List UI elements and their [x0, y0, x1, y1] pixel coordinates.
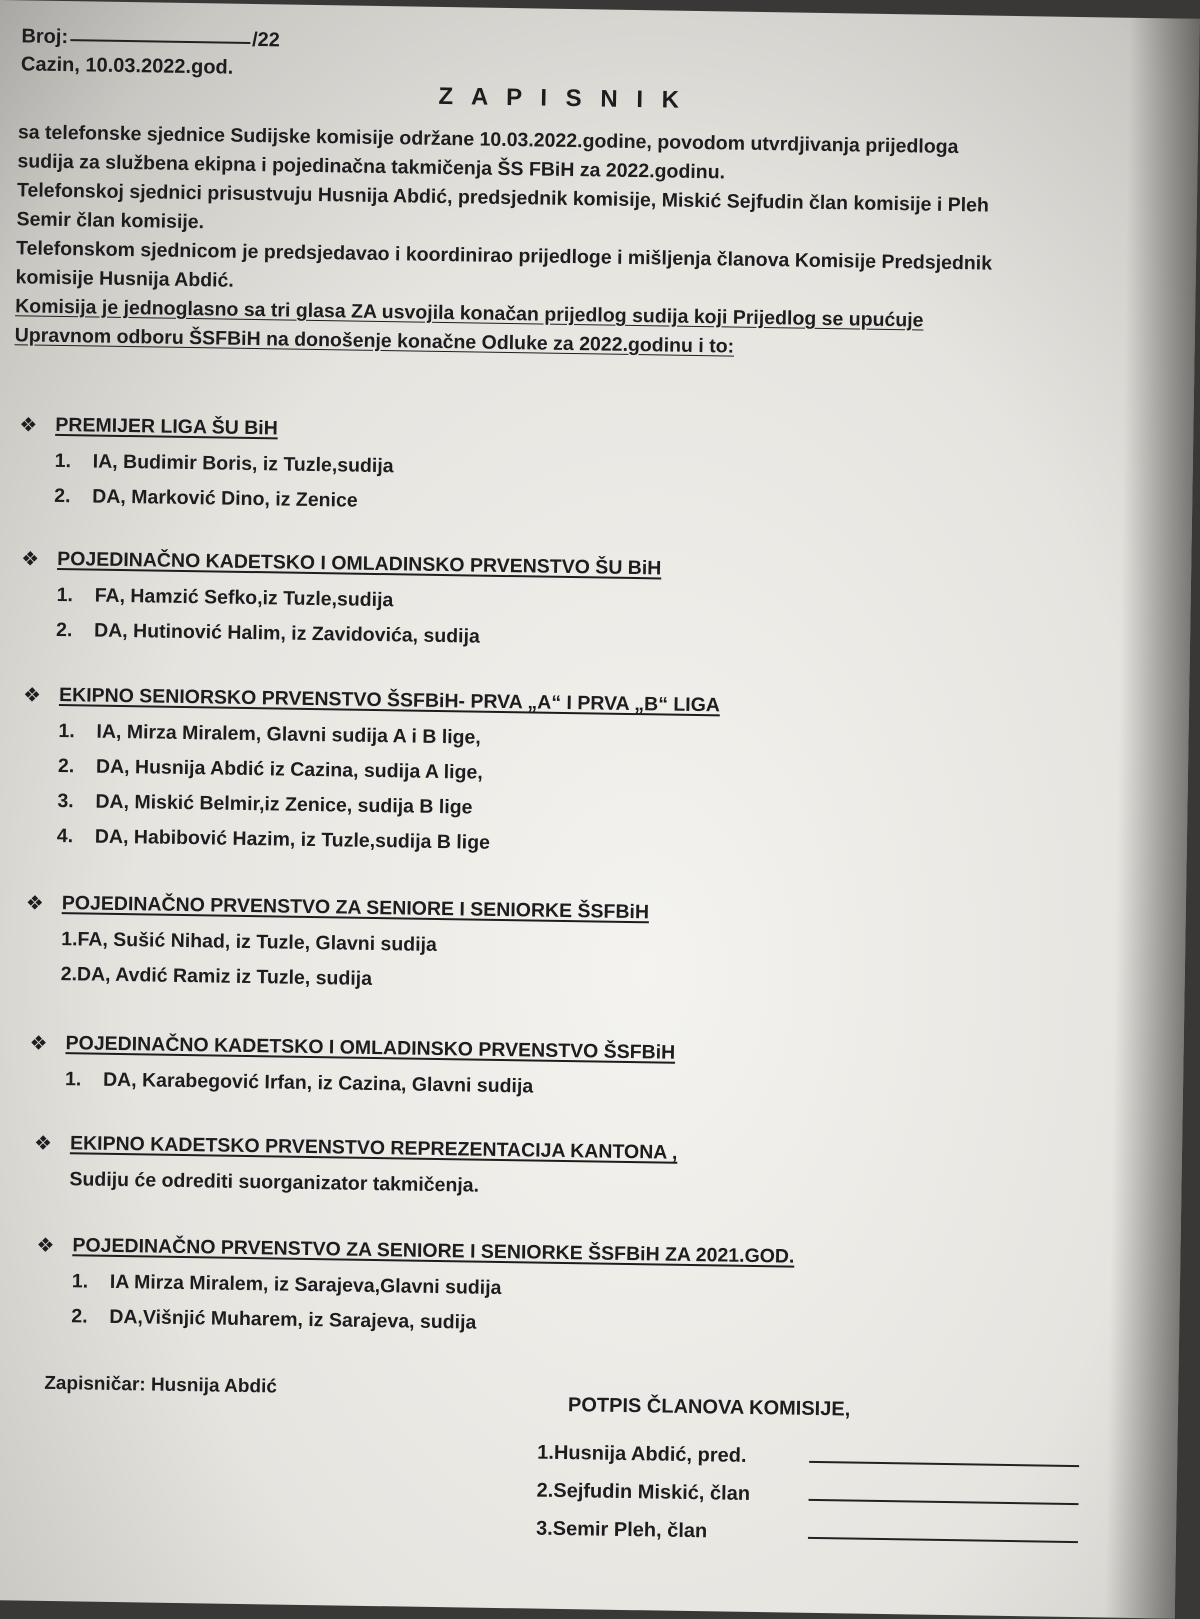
- signature-line: [808, 1537, 1078, 1543]
- signature-member-name: 2.Sejfudin Miskić, član: [536, 1479, 751, 1505]
- diamond-bullet-icon: ❖: [22, 684, 42, 707]
- section-title: EKIPNO SENIORSKO PRVENSTVO ŠSFBiH- PRVA „A“ I PRVA „B“ LIGA: [58, 684, 721, 717]
- section-title: PREMIJER LIGA ŠU BiH: [55, 413, 278, 440]
- section-title: POJEDINAČNO KADETSKO I OMLADINSKO PRVENSTVO ŠU BiH: [57, 547, 662, 580]
- page-edge-shadow: [1105, 18, 1200, 1619]
- broj-blank-line: [70, 39, 250, 44]
- section-premijer-liga: [18, 412, 394, 519]
- recorder-name: Zapisničar: Husnija Abdić: [44, 1372, 278, 1398]
- referee-list: [21, 713, 720, 864]
- list-item: 1. IA Mirza Miralem, iz Sarajeva,Glavni sudija: [71, 1270, 502, 1300]
- section-title: EKIPNO KADETSKO PRVENSTVO REPREZENTACIJA KANTONA ,: [69, 1132, 678, 1164]
- broj-row: [21, 22, 280, 54]
- referee-list: [24, 922, 648, 1002]
- diamond-bullet-icon: ❖: [25, 892, 44, 915]
- signature-row: [536, 1503, 1079, 1550]
- signature-line: [809, 1461, 1079, 1467]
- section-kadetsko-su-bih: [20, 546, 662, 657]
- section-pojedinacno-2021: [35, 1233, 795, 1346]
- signature-member-name: 3.Semir Pleh, član: [535, 1517, 708, 1543]
- referee-list: [29, 1062, 675, 1107]
- list-item: 4. DA, Habibović Hazim, iz Tuzle,sudija B lige: [56, 824, 491, 854]
- section-title: POJEDINAČNO PRVENSTVO ZA SENIORE I SENIORKE ŠSFBiH: [61, 892, 650, 924]
- document-header: [21, 22, 280, 82]
- section-title: POJEDINAČNO KADETSKO I OMLADINSKO PRVENSTVO ŠSFBiH: [65, 1032, 676, 1064]
- signature-member-name: 1.Husnija Abdić, pred.: [537, 1441, 747, 1467]
- list-item: 1. FA, Hamzić Sefko,iz Tuzle,sudija: [56, 583, 394, 612]
- intro-paragraph-3: Telefonskom sjednicom je predsjedavao i koordinirao prijedloge i mišljenja članova Komisije Predsjednik komisije Husnija Abdić.: [15, 237, 993, 292]
- intro-paragraph-1: sa telefonske sjednice Sudijske komisije održane 10.03.2022.godine, povodom utvrdjivanja prijedloga sudija za službena ekipna i pojedinačna takmičenja ŠS FBiH za 2022.godinu.: [17, 121, 959, 184]
- broj-suffix: /22: [251, 28, 281, 52]
- referee-list: [20, 577, 661, 657]
- intro-paragraph-4: Komisija je jednoglasno sa tri glasa ZA usvojila konačan prijedlog sudija koji Prijedlog se upućuje Upravnom odboru ŠSFBiH na donošenje konačne Odluke za 2022.godinu i to:: [14, 295, 924, 358]
- signature-block: [536, 1394, 1080, 1549]
- diamond-bullet-icon: ❖: [21, 548, 40, 571]
- section-ekipno-seniorsko: [21, 682, 721, 864]
- list-item: 1. DA, Karabegović Irfan, iz Cazina, Glavni sudija: [64, 1068, 534, 1098]
- section-note: Sudiju će odrediti suorganizator takmičenja.: [69, 1168, 480, 1197]
- list-item: 3. DA, Miskić Belmir,iz Zenice, sudija B lige: [57, 790, 473, 819]
- list-item: 1. IA, Mirza Miralem, Glavni sudija A i B lige,: [58, 720, 481, 749]
- diamond-bullet-icon: ❖: [19, 414, 38, 437]
- section-ekipno-kadetsko: [33, 1131, 677, 1206]
- list-item: 2. DA, Marković Dino, iz Zenice: [54, 484, 358, 512]
- diamond-bullet-icon: ❖: [29, 1032, 48, 1055]
- signature-line: [809, 1499, 1079, 1505]
- referee-list: [18, 443, 394, 519]
- intro-paragraph-2: Telefonskoj sjednici prisustvuju Husnija Abdić, predsjednik komisije, Miskić Sejfudin član komisije i Pleh Semir član komisije.: [16, 179, 990, 234]
- list-item: 2. DA, Husnija Abdić iz Cazina, sudija A lige,: [57, 755, 483, 784]
- signature-title: POTPIS ČLANOVA KOMISIJE,: [567, 1394, 851, 1421]
- list-item: 2.DA, Avdić Ramiz iz Tuzle, sudija: [60, 963, 373, 990]
- document-title: Z A P I S N I K: [438, 82, 686, 114]
- diamond-bullet-icon: ❖: [36, 1234, 55, 1258]
- section-title: POJEDINAČNO PRVENSTVO ZA SENIORE I SENIORKE ŠSFBiH ZA 2021.GOD.: [72, 1234, 795, 1268]
- intro-text: [14, 118, 1018, 366]
- list-item: 1. IA, Budimir Boris, iz Tuzle,sudija: [54, 449, 394, 478]
- list-item: 1.FA, Sušić Nihad, iz Tuzle, Glavni sudija: [61, 928, 438, 956]
- section-pojedinacno-seniori: [24, 891, 649, 1002]
- list-item: 2. DA,Višnjić Muharem, iz Sarajeva, sudija: [71, 1305, 477, 1334]
- diamond-bullet-icon: ❖: [33, 1132, 53, 1155]
- list-item: 2. DA, Hutinović Halim, iz Zavidovića, sudija: [55, 618, 480, 648]
- broj-label: Broj:: [21, 25, 69, 49]
- referee-list: [35, 1264, 794, 1346]
- place-date: Cazin, 10.03.2022.god.: [20, 53, 234, 79]
- section-kadetsko-ssfbih: [29, 1031, 676, 1107]
